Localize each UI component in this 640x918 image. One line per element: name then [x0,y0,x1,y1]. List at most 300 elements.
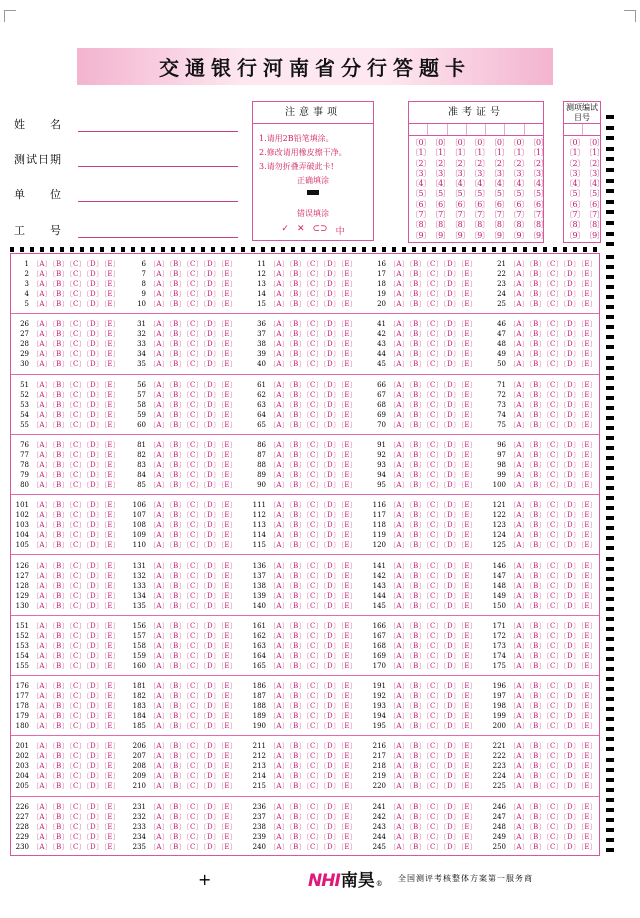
subject-code-bubble[interactable]: 〔8〕 [584,220,605,230]
answer-options[interactable]: 〔A〕〔B〕〔C〕〔D〕〔E〕 [509,802,598,811]
answer-options[interactable]: 〔A〕〔B〕〔C〕〔D〕〔E〕 [509,460,598,469]
exam-id-bubble[interactable]: 〔9〕 [489,230,509,240]
answer-options[interactable]: 〔A〕〔B〕〔C〕〔D〕〔E〕 [32,712,121,721]
answer-options[interactable]: 〔A〕〔B〕〔C〕〔D〕〔E〕 [32,812,121,821]
exam-id-bubble[interactable]: 〔5〕 [528,189,549,199]
exam-id-bubble[interactable]: 〔3〕 [489,168,509,178]
exam-id-bubble[interactable]: 〔4〕 [508,179,529,189]
answer-options[interactable]: 〔A〕〔B〕〔C〕〔D〕〔E〕 [32,641,121,650]
exam-id-bubble[interactable]: 〔1〕 [508,148,529,158]
answer-options[interactable]: 〔A〕〔B〕〔C〕〔D〕〔E〕 [509,400,598,409]
answer-options[interactable]: 〔A〕〔B〕〔C〕〔D〕〔E〕 [32,280,121,288]
subject-code-bubble[interactable]: 〔9〕 [584,230,605,240]
exam-id-bubble[interactable]: 〔4〕 [489,179,509,189]
answer-options[interactable]: 〔A〕〔B〕〔C〕〔D〕〔E〕 [32,561,121,570]
answer-options[interactable]: 〔A〕〔B〕〔C〕〔D〕〔E〕 [269,561,358,570]
exam-id-bubble[interactable]: 〔5〕 [469,189,490,199]
answer-options[interactable]: 〔A〕〔B〕〔C〕〔D〕〔E〕 [149,782,238,791]
exam-id-bubble[interactable]: 〔2〕 [469,158,490,168]
answer-options[interactable]: 〔A〕〔B〕〔C〕〔D〕〔E〕 [389,651,478,660]
answer-options[interactable]: 〔A〕〔B〕〔C〕〔D〕〔E〕 [32,832,121,841]
subject-code-bubble[interactable]: 〔8〕 [565,220,585,230]
answer-options[interactable]: 〔A〕〔B〕〔C〕〔D〕〔E〕 [149,541,238,550]
answer-options[interactable]: 〔A〕〔B〕〔C〕〔D〕〔E〕 [149,822,238,831]
answer-options[interactable]: 〔A〕〔B〕〔C〕〔D〕〔E〕 [389,400,478,409]
answer-options[interactable]: 〔A〕〔B〕〔C〕〔D〕〔E〕 [389,641,478,650]
answer-options[interactable]: 〔A〕〔B〕〔C〕〔D〕〔E〕 [32,541,121,550]
answer-options[interactable]: 〔A〕〔B〕〔C〕〔D〕〔E〕 [389,591,478,600]
exam-id-bubble[interactable]: 〔1〕 [469,148,490,158]
answer-options[interactable]: 〔A〕〔B〕〔C〕〔D〕〔E〕 [389,460,478,469]
answer-options[interactable]: 〔A〕〔B〕〔C〕〔D〕〔E〕 [269,410,358,419]
exam-id-bubble[interactable]: 〔2〕 [430,158,451,168]
answer-options[interactable]: 〔A〕〔B〕〔C〕〔D〕〔E〕 [269,270,358,278]
answer-options[interactable]: 〔A〕〔B〕〔C〕〔D〕〔E〕 [509,480,598,489]
answer-options[interactable]: 〔A〕〔B〕〔C〕〔D〕〔E〕 [509,591,598,600]
answer-options[interactable]: 〔A〕〔B〕〔C〕〔D〕〔E〕 [32,440,121,449]
exam-id-bubble[interactable]: 〔0〕 [489,138,509,147]
exam-id-bubble[interactable]: 〔4〕 [430,179,451,189]
answer-options[interactable]: 〔A〕〔B〕〔C〕〔D〕〔E〕 [269,762,358,771]
answer-options[interactable]: 〔A〕〔B〕〔C〕〔D〕〔E〕 [269,541,358,550]
answer-options[interactable]: 〔A〕〔B〕〔C〕〔D〕〔E〕 [32,581,121,590]
answer-options[interactable]: 〔A〕〔B〕〔C〕〔D〕〔E〕 [32,400,121,409]
subject-code-bubble[interactable]: 〔5〕 [584,189,605,199]
exam-id-write-cell[interactable] [448,124,467,135]
answer-options[interactable]: 〔A〕〔B〕〔C〕〔D〕〔E〕 [509,511,598,520]
exam-id-bubble[interactable]: 〔6〕 [508,199,529,209]
answer-options[interactable]: 〔A〕〔B〕〔C〕〔D〕〔E〕 [509,360,598,369]
answer-options[interactable]: 〔A〕〔B〕〔C〕〔D〕〔E〕 [269,330,358,339]
exam-id-bubble[interactable]: 〔3〕 [508,168,529,178]
answer-options[interactable]: 〔A〕〔B〕〔C〕〔D〕〔E〕 [32,601,121,610]
answer-options[interactable]: 〔A〕〔B〕〔C〕〔D〕〔E〕 [389,832,478,841]
answer-options[interactable]: 〔A〕〔B〕〔C〕〔D〕〔E〕 [269,631,358,640]
answer-options[interactable]: 〔A〕〔B〕〔C〕〔D〕〔E〕 [509,641,598,650]
answer-options[interactable]: 〔A〕〔B〕〔C〕〔D〕〔E〕 [389,531,478,540]
answer-options[interactable]: 〔A〕〔B〕〔C〕〔D〕〔E〕 [32,340,121,349]
answer-options[interactable]: 〔A〕〔B〕〔C〕〔D〕〔E〕 [149,480,238,489]
answer-options[interactable]: 〔A〕〔B〕〔C〕〔D〕〔E〕 [149,561,238,570]
exam-id-bubble[interactable]: 〔1〕 [430,148,451,158]
exam-id-bubble[interactable]: 〔6〕 [528,199,549,209]
answer-options[interactable]: 〔A〕〔B〕〔C〕〔D〕〔E〕 [32,782,121,791]
answer-options[interactable]: 〔A〕〔B〕〔C〕〔D〕〔E〕 [509,290,598,298]
exam-id-bubble[interactable]: 〔7〕 [469,210,490,220]
answer-options[interactable]: 〔A〕〔B〕〔C〕〔D〕〔E〕 [149,340,238,349]
subject-code-bubble[interactable]: 〔9〕 [565,230,585,240]
answer-options[interactable]: 〔A〕〔B〕〔C〕〔D〕〔E〕 [32,752,121,761]
answer-options[interactable]: 〔A〕〔B〕〔C〕〔D〕〔E〕 [389,290,478,298]
exam-id-write-cell[interactable] [428,124,447,135]
answer-options[interactable]: 〔A〕〔B〕〔C〕〔D〕〔E〕 [149,591,238,600]
exam-id-bubble[interactable]: 〔6〕 [469,199,490,209]
subject-code-bubble[interactable]: 〔2〕 [565,158,585,168]
answer-options[interactable]: 〔A〕〔B〕〔C〕〔D〕〔E〕 [269,621,358,630]
answer-options[interactable]: 〔A〕〔B〕〔C〕〔D〕〔E〕 [389,782,478,791]
answer-options[interactable]: 〔A〕〔B〕〔C〕〔D〕〔E〕 [32,450,121,459]
answer-options[interactable]: 〔A〕〔B〕〔C〕〔D〕〔E〕 [149,290,238,298]
answer-options[interactable]: 〔A〕〔B〕〔C〕〔D〕〔E〕 [269,280,358,288]
answer-options[interactable]: 〔A〕〔B〕〔C〕〔D〕〔E〕 [149,300,238,308]
exam-id-bubble[interactable]: 〔3〕 [528,168,549,178]
answer-options[interactable]: 〔A〕〔B〕〔C〕〔D〕〔E〕 [149,531,238,540]
exam-id-bubble[interactable]: 〔8〕 [411,220,431,230]
answer-options[interactable]: 〔A〕〔B〕〔C〕〔D〕〔E〕 [269,470,358,479]
answer-options[interactable]: 〔A〕〔B〕〔C〕〔D〕〔E〕 [509,380,598,389]
answer-options[interactable]: 〔A〕〔B〕〔C〕〔D〕〔E〕 [269,661,358,670]
answer-options[interactable]: 〔A〕〔B〕〔C〕〔D〕〔E〕 [32,521,121,530]
subject-code-write-cell[interactable] [564,124,583,135]
answer-options[interactable]: 〔A〕〔B〕〔C〕〔D〕〔E〕 [149,702,238,711]
answer-options[interactable]: 〔A〕〔B〕〔C〕〔D〕〔E〕 [32,772,121,781]
answer-options[interactable]: 〔A〕〔B〕〔C〕〔D〕〔E〕 [32,300,121,308]
answer-options[interactable]: 〔A〕〔B〕〔C〕〔D〕〔E〕 [509,772,598,781]
answer-options[interactable]: 〔A〕〔B〕〔C〕〔D〕〔E〕 [389,812,478,821]
exam-id-bubble[interactable]: 〔9〕 [508,230,529,240]
exam-id-bubble[interactable]: 〔0〕 [508,138,529,147]
exam-id-bubble[interactable]: 〔3〕 [411,168,431,178]
answer-options[interactable]: 〔A〕〔B〕〔C〕〔D〕〔E〕 [269,802,358,811]
answer-options[interactable]: 〔A〕〔B〕〔C〕〔D〕〔E〕 [509,561,598,570]
exam-id-bubble[interactable]: 〔0〕 [411,138,431,147]
exam-id-bubble[interactable]: 〔6〕 [489,199,509,209]
answer-options[interactable]: 〔A〕〔B〕〔C〕〔D〕〔E〕 [269,782,358,791]
answer-options[interactable]: 〔A〕〔B〕〔C〕〔D〕〔E〕 [389,380,478,389]
employee-id-field[interactable] [14,220,238,240]
answer-options[interactable]: 〔A〕〔B〕〔C〕〔D〕〔E〕 [149,420,238,429]
answer-options[interactable]: 〔A〕〔B〕〔C〕〔D〕〔E〕 [149,651,238,660]
answer-options[interactable]: 〔A〕〔B〕〔C〕〔D〕〔E〕 [509,330,598,339]
exam-id-bubble[interactable]: 〔5〕 [450,189,470,199]
answer-options[interactable]: 〔A〕〔B〕〔C〕〔D〕〔E〕 [32,480,121,489]
answer-options[interactable]: 〔A〕〔B〕〔C〕〔D〕〔E〕 [269,601,358,610]
answer-options[interactable]: 〔A〕〔B〕〔C〕〔D〕〔E〕 [509,822,598,831]
answer-options[interactable]: 〔A〕〔B〕〔C〕〔D〕〔E〕 [509,320,598,329]
answer-options[interactable]: 〔A〕〔B〕〔C〕〔D〕〔E〕 [389,722,478,731]
subject-code-bubble[interactable]: 〔1〕 [565,148,585,158]
answer-options[interactable]: 〔A〕〔B〕〔C〕〔D〕〔E〕 [389,581,478,590]
answer-options[interactable]: 〔A〕〔B〕〔C〕〔D〕〔E〕 [149,410,238,419]
answer-options[interactable]: 〔A〕〔B〕〔C〕〔D〕〔E〕 [149,581,238,590]
answer-options[interactable]: 〔A〕〔B〕〔C〕〔D〕〔E〕 [149,661,238,670]
answer-options[interactable]: 〔A〕〔B〕〔C〕〔D〕〔E〕 [149,722,238,731]
answer-options[interactable]: 〔A〕〔B〕〔C〕〔D〕〔E〕 [509,440,598,449]
subject-code-bubble[interactable]: 〔2〕 [584,158,605,168]
answer-options[interactable]: 〔A〕〔B〕〔C〕〔D〕〔E〕 [32,270,121,278]
answer-options[interactable]: 〔A〕〔B〕〔C〕〔D〕〔E〕 [269,390,358,399]
answer-options[interactable]: 〔A〕〔B〕〔C〕〔D〕〔E〕 [269,692,358,701]
exam-id-bubble[interactable]: 〔1〕 [489,148,509,158]
subject-code-bubble[interactable]: 〔0〕 [584,138,605,147]
exam-id-bubble[interactable]: 〔8〕 [469,220,490,230]
answer-options[interactable]: 〔A〕〔B〕〔C〕〔D〕〔E〕 [509,601,598,610]
answer-options[interactable]: 〔A〕〔B〕〔C〕〔D〕〔E〕 [269,591,358,600]
subject-code-bubble[interactable]: 〔4〕 [565,179,585,189]
answer-options[interactable]: 〔A〕〔B〕〔C〕〔D〕〔E〕 [509,651,598,660]
answer-options[interactable]: 〔A〕〔B〕〔C〕〔D〕〔E〕 [509,702,598,711]
subject-code-bubble[interactable]: 〔5〕 [565,189,585,199]
answer-options[interactable]: 〔A〕〔B〕〔C〕〔D〕〔E〕 [389,330,478,339]
exam-id-bubble[interactable]: 〔8〕 [450,220,470,230]
exam-id-bubble[interactable]: 〔1〕 [450,148,470,158]
answer-options[interactable]: 〔A〕〔B〕〔C〕〔D〕〔E〕 [389,802,478,811]
exam-id-bubble[interactable]: 〔6〕 [430,199,451,209]
subject-code-bubble[interactable]: 〔3〕 [565,168,585,178]
answer-options[interactable]: 〔A〕〔B〕〔C〕〔D〕〔E〕 [509,280,598,288]
exam-id-bubble[interactable]: 〔4〕 [450,179,470,189]
answer-options[interactable]: 〔A〕〔B〕〔C〕〔D〕〔E〕 [149,360,238,369]
subject-code-bubbles[interactable] [564,136,605,241]
answer-options[interactable]: 〔A〕〔B〕〔C〕〔D〕〔E〕 [32,702,121,711]
answer-options[interactable]: 〔A〕〔B〕〔C〕〔D〕〔E〕 [389,682,478,691]
answer-options[interactable]: 〔A〕〔B〕〔C〕〔D〕〔E〕 [389,561,478,570]
answer-options[interactable]: 〔A〕〔B〕〔C〕〔D〕〔E〕 [269,651,358,660]
answer-options[interactable]: 〔A〕〔B〕〔C〕〔D〕〔E〕 [509,762,598,771]
answer-options[interactable]: 〔A〕〔B〕〔C〕〔D〕〔E〕 [509,450,598,459]
exam-id-bubble[interactable]: 〔7〕 [528,210,549,220]
answer-options[interactable]: 〔A〕〔B〕〔C〕〔D〕〔E〕 [389,621,478,630]
exam-id-bubble[interactable]: 〔8〕 [430,220,451,230]
exam-id-bubble[interactable]: 〔2〕 [508,158,529,168]
answer-options[interactable]: 〔A〕〔B〕〔C〕〔D〕〔E〕 [269,440,358,449]
answer-options[interactable]: 〔A〕〔B〕〔C〕〔D〕〔E〕 [149,742,238,751]
answer-options[interactable]: 〔A〕〔B〕〔C〕〔D〕〔E〕 [389,752,478,761]
answer-options[interactable]: 〔A〕〔B〕〔C〕〔D〕〔E〕 [509,521,598,530]
exam-id-bubble[interactable]: 〔2〕 [528,158,549,168]
name-field[interactable] [14,114,238,134]
answer-options[interactable]: 〔A〕〔B〕〔C〕〔D〕〔E〕 [509,782,598,791]
answer-options[interactable]: 〔A〕〔B〕〔C〕〔D〕〔E〕 [269,290,358,298]
subject-code-bubble[interactable]: 〔1〕 [584,148,605,158]
answer-options[interactable]: 〔A〕〔B〕〔C〕〔D〕〔E〕 [509,712,598,721]
answer-options[interactable]: 〔A〕〔B〕〔C〕〔D〕〔E〕 [389,692,478,701]
subject-code-bubble[interactable]: 〔6〕 [565,199,585,209]
exam-id-bubble[interactable]: 〔8〕 [528,220,549,230]
answer-options[interactable]: 〔A〕〔B〕〔C〕〔D〕〔E〕 [509,270,598,278]
answer-options[interactable]: 〔A〕〔B〕〔C〕〔D〕〔E〕 [389,501,478,510]
exam-id-bubble[interactable]: 〔0〕 [528,138,549,147]
answer-options[interactable]: 〔A〕〔B〕〔C〕〔D〕〔E〕 [32,390,121,399]
exam-id-bubble[interactable]: 〔2〕 [450,158,470,168]
answer-options[interactable]: 〔A〕〔B〕〔C〕〔D〕〔E〕 [149,270,238,278]
answer-options[interactable]: 〔A〕〔B〕〔C〕〔D〕〔E〕 [149,621,238,630]
answer-options[interactable]: 〔A〕〔B〕〔C〕〔D〕〔E〕 [149,521,238,530]
answer-options[interactable]: 〔A〕〔B〕〔C〕〔D〕〔E〕 [389,300,478,308]
answer-options[interactable]: 〔A〕〔B〕〔C〕〔D〕〔E〕 [149,350,238,359]
answer-options[interactable]: 〔A〕〔B〕〔C〕〔D〕〔E〕 [149,260,238,268]
answer-options[interactable]: 〔A〕〔B〕〔C〕〔D〕〔E〕 [32,621,121,630]
answer-options[interactable]: 〔A〕〔B〕〔C〕〔D〕〔E〕 [389,511,478,520]
exam-id-bubble[interactable]: 〔8〕 [508,220,529,230]
answer-options[interactable]: 〔A〕〔B〕〔C〕〔D〕〔E〕 [32,631,121,640]
exam-id-bubble[interactable]: 〔2〕 [411,158,431,168]
answer-options[interactable]: 〔A〕〔B〕〔C〕〔D〕〔E〕 [389,280,478,288]
exam-id-bubble[interactable]: 〔6〕 [450,199,470,209]
answer-options[interactable]: 〔A〕〔B〕〔C〕〔D〕〔E〕 [269,450,358,459]
answer-options[interactable]: 〔A〕〔B〕〔C〕〔D〕〔E〕 [149,511,238,520]
answer-options[interactable]: 〔A〕〔B〕〔C〕〔D〕〔E〕 [509,260,598,268]
subject-code-bubble[interactable]: 〔0〕 [565,138,585,147]
answer-options[interactable]: 〔A〕〔B〕〔C〕〔D〕〔E〕 [269,682,358,691]
answer-options[interactable]: 〔A〕〔B〕〔C〕〔D〕〔E〕 [509,531,598,540]
answer-options[interactable]: 〔A〕〔B〕〔C〕〔D〕〔E〕 [269,380,358,389]
answer-options[interactable]: 〔A〕〔B〕〔C〕〔D〕〔E〕 [149,601,238,610]
answer-options[interactable]: 〔A〕〔B〕〔C〕〔D〕〔E〕 [509,812,598,821]
answer-options[interactable]: 〔A〕〔B〕〔C〕〔D〕〔E〕 [269,752,358,761]
answer-options[interactable]: 〔A〕〔B〕〔C〕〔D〕〔E〕 [269,511,358,520]
exam-id-bubble[interactable]: 〔7〕 [489,210,509,220]
exam-id-bubble[interactable]: 〔4〕 [469,179,490,189]
answer-options[interactable]: 〔A〕〔B〕〔C〕〔D〕〔E〕 [509,692,598,701]
exam-id-bubble[interactable]: 〔5〕 [411,189,431,199]
answer-options[interactable]: 〔A〕〔B〕〔C〕〔D〕〔E〕 [269,350,358,359]
answer-options[interactable]: 〔A〕〔B〕〔C〕〔D〕〔E〕 [509,752,598,761]
exam-id-bubble[interactable]: 〔0〕 [469,138,490,147]
answer-options[interactable]: 〔A〕〔B〕〔C〕〔D〕〔E〕 [149,440,238,449]
answer-options[interactable]: 〔A〕〔B〕〔C〕〔D〕〔E〕 [509,350,598,359]
answer-options[interactable]: 〔A〕〔B〕〔C〕〔D〕〔E〕 [389,360,478,369]
answer-options[interactable]: 〔A〕〔B〕〔C〕〔D〕〔E〕 [389,340,478,349]
answer-options[interactable]: 〔A〕〔B〕〔C〕〔D〕〔E〕 [32,460,121,469]
exam-id-bubble[interactable]: 〔1〕 [528,148,549,158]
exam-id-write-row[interactable] [409,124,543,136]
exam-id-bubble[interactable]: 〔0〕 [430,138,451,147]
answer-options[interactable]: 〔A〕〔B〕〔C〕〔D〕〔E〕 [32,822,121,831]
answer-options[interactable]: 〔A〕〔B〕〔C〕〔D〕〔E〕 [269,521,358,530]
answer-options[interactable]: 〔A〕〔B〕〔C〕〔D〕〔E〕 [149,571,238,580]
answer-options[interactable]: 〔A〕〔B〕〔C〕〔D〕〔E〕 [32,420,121,429]
exam-id-bubble[interactable]: 〔7〕 [450,210,470,220]
exam-id-bubble[interactable]: 〔8〕 [489,220,509,230]
answer-options[interactable]: 〔A〕〔B〕〔C〕〔D〕〔E〕 [389,390,478,399]
answer-options[interactable]: 〔A〕〔B〕〔C〕〔D〕〔E〕 [149,682,238,691]
exam-id-bubble[interactable]: 〔5〕 [508,189,529,199]
answer-options[interactable]: 〔A〕〔B〕〔C〕〔D〕〔E〕 [509,390,598,399]
answer-options[interactable]: 〔A〕〔B〕〔C〕〔D〕〔E〕 [269,480,358,489]
subject-code-write-row[interactable] [564,124,600,136]
answer-options[interactable]: 〔A〕〔B〕〔C〕〔D〕〔E〕 [509,631,598,640]
answer-options[interactable]: 〔A〕〔B〕〔C〕〔D〕〔E〕 [509,742,598,751]
answer-options[interactable]: 〔A〕〔B〕〔C〕〔D〕〔E〕 [389,260,478,268]
answer-options[interactable]: 〔A〕〔B〕〔C〕〔D〕〔E〕 [389,450,478,459]
answer-options[interactable]: 〔A〕〔B〕〔C〕〔D〕〔E〕 [389,702,478,711]
answer-options[interactable]: 〔A〕〔B〕〔C〕〔D〕〔E〕 [149,752,238,761]
answer-options[interactable]: 〔A〕〔B〕〔C〕〔D〕〔E〕 [149,450,238,459]
answer-options[interactable]: 〔A〕〔B〕〔C〕〔D〕〔E〕 [149,501,238,510]
answer-options[interactable]: 〔A〕〔B〕〔C〕〔D〕〔E〕 [32,842,121,851]
answer-options[interactable]: 〔A〕〔B〕〔C〕〔D〕〔E〕 [269,460,358,469]
answer-options[interactable]: 〔A〕〔B〕〔C〕〔D〕〔E〕 [509,340,598,349]
answer-options[interactable]: 〔A〕〔B〕〔C〕〔D〕〔E〕 [32,350,121,359]
test-date-field[interactable] [14,149,238,169]
answer-options[interactable]: 〔A〕〔B〕〔C〕〔D〕〔E〕 [509,541,598,550]
exam-id-bubble[interactable]: 〔7〕 [430,210,451,220]
answer-options[interactable]: 〔A〕〔B〕〔C〕〔D〕〔E〕 [269,420,358,429]
answer-options[interactable]: 〔A〕〔B〕〔C〕〔D〕〔E〕 [389,410,478,419]
answer-options[interactable]: 〔A〕〔B〕〔C〕〔D〕〔E〕 [269,320,358,329]
subject-code-bubble[interactable]: 〔4〕 [584,179,605,189]
exam-id-bubble[interactable]: 〔4〕 [528,179,549,189]
answer-options[interactable]: 〔A〕〔B〕〔C〕〔D〕〔E〕 [149,460,238,469]
exam-id-bubble[interactable]: 〔6〕 [411,199,431,209]
answer-options[interactable]: 〔A〕〔B〕〔C〕〔D〕〔E〕 [32,661,121,670]
answer-options[interactable]: 〔A〕〔B〕〔C〕〔D〕〔E〕 [149,400,238,409]
answer-options[interactable]: 〔A〕〔B〕〔C〕〔D〕〔E〕 [269,400,358,409]
subject-code-write-cell[interactable] [583,124,601,135]
exam-id-bubble[interactable]: 〔0〕 [450,138,470,147]
answer-options[interactable]: 〔A〕〔B〕〔C〕〔D〕〔E〕 [149,330,238,339]
answer-options[interactable]: 〔A〕〔B〕〔C〕〔D〕〔E〕 [389,772,478,781]
answer-options[interactable]: 〔A〕〔B〕〔C〕〔D〕〔E〕 [149,832,238,841]
answer-options[interactable]: 〔A〕〔B〕〔C〕〔D〕〔E〕 [32,571,121,580]
answer-options[interactable]: 〔A〕〔B〕〔C〕〔D〕〔E〕 [149,470,238,479]
subject-code-bubble[interactable]: 〔7〕 [584,210,605,220]
answer-options[interactable]: 〔A〕〔B〕〔C〕〔D〕〔E〕 [32,380,121,389]
answer-options[interactable]: 〔A〕〔B〕〔C〕〔D〕〔E〕 [32,722,121,731]
answer-options[interactable]: 〔A〕〔B〕〔C〕〔D〕〔E〕 [269,742,358,751]
exam-id-write-cell[interactable] [409,124,428,135]
answer-options[interactable]: 〔A〕〔B〕〔C〕〔D〕〔E〕 [389,601,478,610]
answer-options[interactable]: 〔A〕〔B〕〔C〕〔D〕〔E〕 [149,380,238,389]
exam-id-bubble[interactable]: 〔4〕 [411,179,431,189]
answer-options[interactable]: 〔A〕〔B〕〔C〕〔D〕〔E〕 [389,712,478,721]
answer-options[interactable]: 〔A〕〔B〕〔C〕〔D〕〔E〕 [32,682,121,691]
answer-options[interactable]: 〔A〕〔B〕〔C〕〔D〕〔E〕 [149,802,238,811]
answer-options[interactable]: 〔A〕〔B〕〔C〕〔D〕〔E〕 [149,390,238,399]
answer-options[interactable]: 〔A〕〔B〕〔C〕〔D〕〔E〕 [149,762,238,771]
answer-options[interactable]: 〔A〕〔B〕〔C〕〔D〕〔E〕 [389,420,478,429]
answer-options[interactable]: 〔A〕〔B〕〔C〕〔D〕〔E〕 [32,591,121,600]
exam-id-write-cell[interactable] [486,124,505,135]
exam-id-bubble[interactable]: 〔7〕 [508,210,529,220]
subject-code-bubble[interactable]: 〔7〕 [565,210,585,220]
answer-options[interactable]: 〔A〕〔B〕〔C〕〔D〕〔E〕 [389,480,478,489]
answer-options[interactable]: 〔A〕〔B〕〔C〕〔D〕〔E〕 [509,420,598,429]
answer-options[interactable]: 〔A〕〔B〕〔C〕〔D〕〔E〕 [269,300,358,308]
answer-options[interactable]: 〔A〕〔B〕〔C〕〔D〕〔E〕 [32,692,121,701]
answer-options[interactable]: 〔A〕〔B〕〔C〕〔D〕〔E〕 [269,822,358,831]
answer-options[interactable]: 〔A〕〔B〕〔C〕〔D〕〔E〕 [149,812,238,821]
answer-options[interactable]: 〔A〕〔B〕〔C〕〔D〕〔E〕 [509,581,598,590]
answer-options[interactable]: 〔A〕〔B〕〔C〕〔D〕〔E〕 [389,822,478,831]
answer-options[interactable]: 〔A〕〔B〕〔C〕〔D〕〔E〕 [389,470,478,479]
answer-options[interactable]: 〔A〕〔B〕〔C〕〔D〕〔E〕 [389,440,478,449]
answer-options[interactable]: 〔A〕〔B〕〔C〕〔D〕〔E〕 [269,260,358,268]
exam-id-bubble[interactable]: 〔5〕 [430,189,451,199]
answer-options[interactable]: 〔A〕〔B〕〔C〕〔D〕〔E〕 [509,501,598,510]
answer-options[interactable]: 〔A〕〔B〕〔C〕〔D〕〔E〕 [32,762,121,771]
answer-options[interactable]: 〔A〕〔B〕〔C〕〔D〕〔E〕 [32,260,121,268]
answer-options[interactable]: 〔A〕〔B〕〔C〕〔D〕〔E〕 [269,340,358,349]
answer-options[interactable]: 〔A〕〔B〕〔C〕〔D〕〔E〕 [269,641,358,650]
answer-options[interactable]: 〔A〕〔B〕〔C〕〔D〕〔E〕 [269,832,358,841]
answer-options[interactable]: 〔A〕〔B〕〔C〕〔D〕〔E〕 [32,330,121,339]
exam-id-bubble[interactable]: 〔5〕 [489,189,509,199]
answer-options[interactable]: 〔A〕〔B〕〔C〕〔D〕〔E〕 [509,300,598,308]
exam-id-write-cell[interactable] [525,124,543,135]
exam-id-write-cell[interactable] [467,124,486,135]
answer-options[interactable]: 〔A〕〔B〕〔C〕〔D〕〔E〕 [389,521,478,530]
answer-options[interactable]: 〔A〕〔B〕〔C〕〔D〕〔E〕 [509,470,598,479]
subject-code-bubble[interactable]: 〔6〕 [584,199,605,209]
exam-id-bubble[interactable]: 〔9〕 [528,230,549,240]
answer-options[interactable]: 〔A〕〔B〕〔C〕〔D〕〔E〕 [32,501,121,510]
answer-options[interactable]: 〔A〕〔B〕〔C〕〔D〕〔E〕 [32,360,121,369]
answer-options[interactable]: 〔A〕〔B〕〔C〕〔D〕〔E〕 [389,661,478,670]
answer-options[interactable]: 〔A〕〔B〕〔C〕〔D〕〔E〕 [269,531,358,540]
unit-field[interactable] [14,184,238,204]
